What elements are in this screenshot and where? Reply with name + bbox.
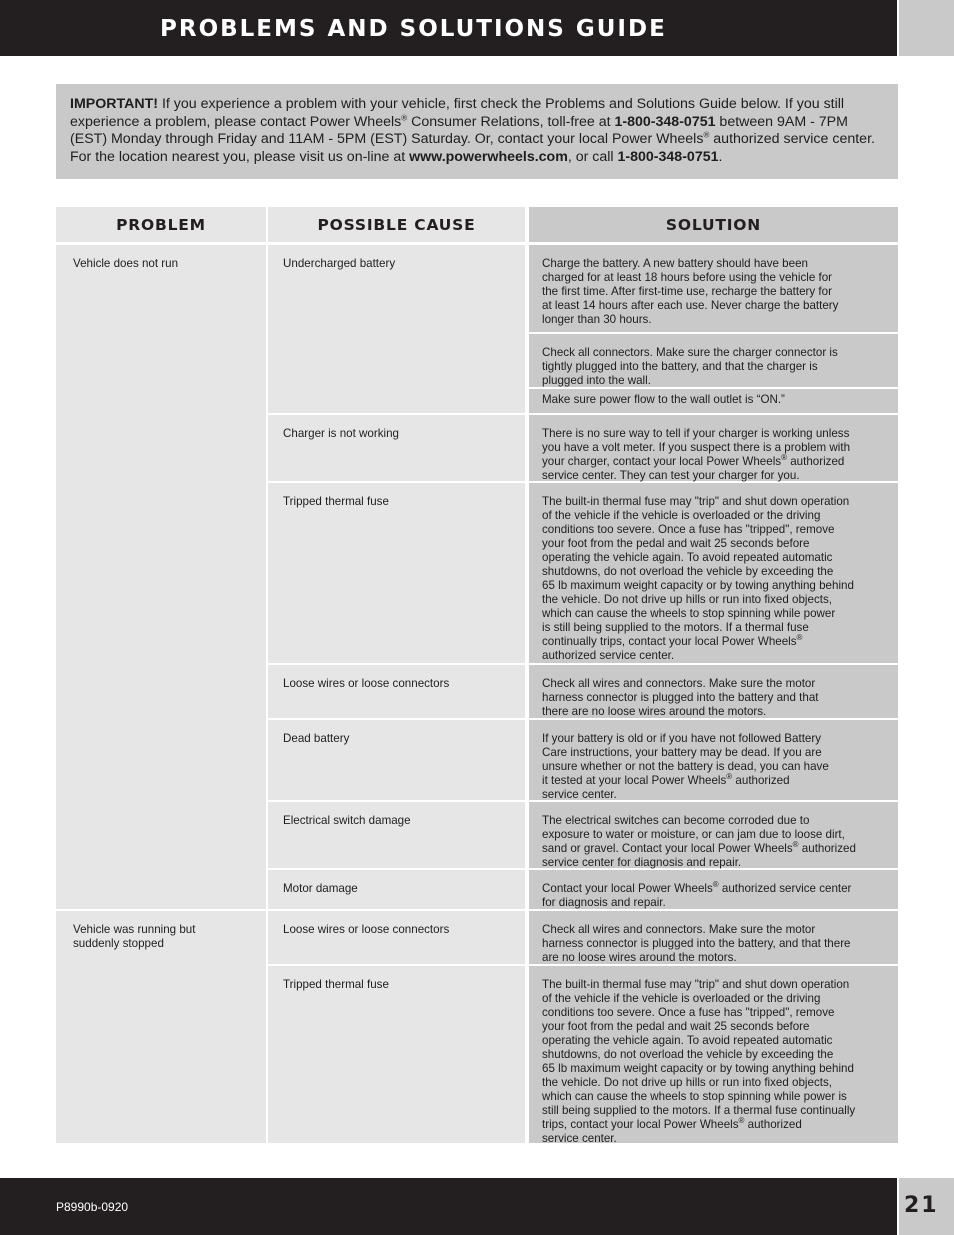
solution-text: Contact your local Power Wheels® authorized service center for diagnosis and repair. (542, 880, 852, 909)
cause-cell (268, 483, 525, 663)
cause-cell (268, 665, 525, 718)
notice-phone-2: 1-800-348-0751 (617, 148, 719, 165)
registered-mark: ® (401, 112, 408, 122)
notice-text-2: Consumer Relations, toll-free at (407, 113, 615, 130)
solution-text: The electrical switches can become corroded due to exposure to water or moisture, or can jam due to loose dirt, sand or gravel. Contact your local Power Wheels® authorized service center for diagnosis and repair. (542, 814, 856, 869)
solution-cell (529, 415, 898, 481)
solution-text: Charge the battery. A new battery should have been charged for at least 18 hours before using the vehicle for the first time. After first-time use, recharge the battery for at least 14 hours after each use. Never charge the battery longer than 30 hours. (542, 257, 839, 326)
cause-cell (268, 802, 525, 868)
footer-bar (0, 1178, 897, 1235)
problem-text: Vehicle was running but suddenly stopped (73, 923, 196, 950)
column-header-problem: PROBLEM (56, 207, 266, 242)
cause-cell (268, 720, 525, 800)
cause-text: Motor damage (283, 882, 358, 895)
cause-cell (268, 966, 525, 1143)
solution-text: The built-in thermal fuse may "trip" and shut down operation of the vehicle if the vehicle is overloaded or the driving conditions too severe. Once a fuse has "tripped", remove your foot from the pedal and wait 25 seconds before operating the vehicle again. To avoid repeated automatic shutdowns, do not overload the vehicle by exceeding the 65 lb maximum weight capacity or by towing anything behind the vehicle. Do not drive up hills or run into fixed objects, which can cause the wheels to stop spinning while power is still being supplied to the motors. If a thermal fuse continually trips, contact your local Power Wheels® authorized service center. (542, 978, 856, 1145)
page-number: 21 (904, 1193, 939, 1218)
solution-cell (529, 334, 898, 387)
solution-cell (529, 665, 898, 718)
cause-cell (268, 245, 525, 413)
column-header-cause: POSSIBLE CAUSE (268, 207, 525, 242)
notice-website-link[interactable]: www.powerwheels.com (409, 148, 568, 165)
notice-lead: IMPORTANT! (70, 96, 158, 112)
problem-cell (56, 911, 266, 1143)
solution-text: There is no sure way to tell if your charger is working unless you have a volt meter. If you suspect there is a problem with your charger, contact your local Power Wheels® authorized service center. They can test your charger for you. (542, 427, 851, 482)
solution-text: Check all wires and connectors. Make sure the motor harness connector is plugged into the battery, and that there are no loose wires around the motors. (542, 923, 851, 964)
notice-text-6: . (718, 148, 723, 165)
notice-text-4: authorized service center. For the location nearest you, please visit us on-line at (70, 131, 875, 165)
solution-cell (529, 911, 898, 964)
cause-text: Electrical switch damage (283, 814, 411, 827)
problem-text: Vehicle does not run (73, 257, 179, 270)
cause-text: Dead battery (283, 732, 350, 745)
cause-text: Undercharged battery (283, 257, 396, 270)
document-code: P8990b-0920 (56, 1200, 129, 1214)
cause-text: Loose wires or loose connectors (283, 923, 450, 936)
cause-text: Tripped thermal fuse (283, 495, 389, 508)
solution-text: Make sure power flow to the wall outlet is “ON.” (542, 393, 785, 406)
solution-text: The built-in thermal fuse may "trip" and shut down operation of the vehicle if the vehicle is overloaded or the driving conditions too severe. Once a fuse has "tripped", remove your foot from the pedal and wait 25 seconds before operating the vehicle again. To avoid repeated automatic shutdowns, do not overload the vehicle by exceeding the 65 lb maximum weight capacity or by towing anything behind the vehicle. Do not drive up hills or run into fixed objects, which can cause the wheels to stop spinning while power is still being supplied to the motors. If a thermal fuse continually trips, contact your local Power Wheels® authorized service center. (542, 495, 854, 662)
problem-cell (56, 245, 266, 909)
cause-cell (268, 911, 525, 964)
column-header-solution: SOLUTION (529, 207, 898, 242)
cause-cell (268, 415, 525, 481)
notice-phone: 1-800-348-0751 (614, 113, 716, 130)
notice-text-3: between 9AM - 7PM (EST) Monday through Friday and 11AM - 5PM (EST) Saturday. Or, contact your local Power Wheels (70, 113, 848, 147)
page-title: PROBLEMS AND SOLUTIONS GUIDE (160, 16, 667, 42)
solution-text: Check all connectors. Make sure the charger connector is tightly plugged into the battery, and that the charger is plugged into the wall. (542, 346, 838, 387)
solution-cell (529, 870, 898, 909)
registered-mark: ® (703, 130, 710, 140)
cause-text: Charger is not working (283, 427, 399, 440)
solution-cell (529, 389, 898, 413)
solution-text: If your battery is old or if you have not followed Battery Care instructions, your battery may be dead. If you are unsure whether or not the battery is dead, you can have it tested at your local Power Wheels® authorized service center. (542, 732, 829, 801)
solution-cell (529, 802, 898, 868)
solution-cell (529, 245, 898, 332)
important-notice (56, 84, 898, 179)
solution-text: Check all wires and connectors. Make sure the motor harness connector is plugged into the battery and that there are no loose wires around the motors. (542, 677, 819, 718)
cause-cell (268, 870, 525, 909)
header-tab (899, 0, 954, 56)
notice-text-1: If you experience a problem with your vehicle, first check the Problems and Solutions Guide below. If you still experience a problem, please contact Power Wheels (70, 96, 845, 130)
solution-cell (529, 720, 898, 800)
cause-text: Tripped thermal fuse (283, 978, 389, 991)
solution-cell (529, 483, 898, 663)
notice-text-5: , or call (567, 148, 618, 165)
cause-text: Loose wires or loose connectors (283, 677, 450, 690)
solution-cell (529, 966, 898, 1143)
